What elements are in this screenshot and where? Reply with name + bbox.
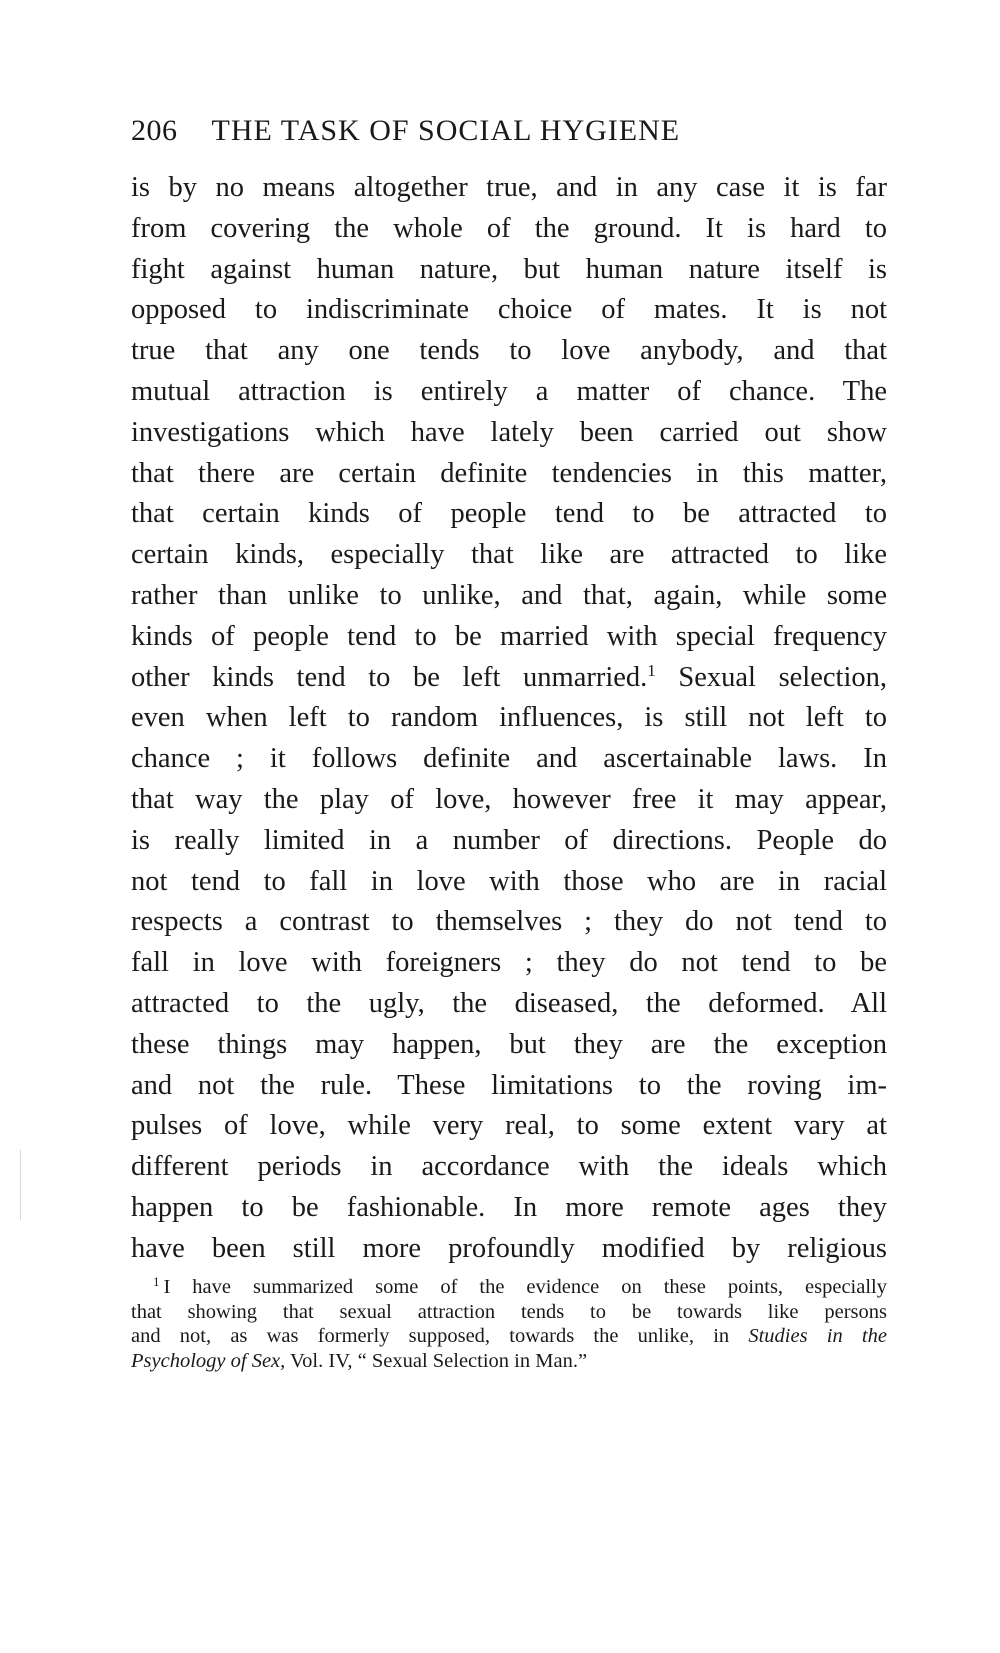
text-line: fight against human nature, but human nature itself is: [131, 253, 887, 285]
text-line: chance ; it follows definite and ascertainable laws. In: [131, 743, 887, 775]
text-line: that certain kinds of people tend to be attracted to: [131, 498, 887, 530]
text-line: that way the play of love, however free it may appear,: [131, 783, 887, 815]
book-title-italic: Studies in the: [748, 1325, 887, 1347]
text-line: have been still more profoundly modified by religious: [131, 1232, 887, 1264]
text-line: mutual attraction is entirely a matter of chance. The: [131, 375, 887, 407]
scan-edge-mark: [20, 1150, 21, 1220]
footnote-line: [131, 1349, 887, 1374]
text-line: that there are certain definite tendencies in this matter,: [131, 457, 887, 489]
text-line: kinds of people tend to be married with special frequency: [131, 620, 887, 652]
text-line: happen to be fashionable. In more remote ages they: [131, 1191, 887, 1223]
text-line: respects a contrast to themselves ; they do not tend to: [131, 906, 887, 938]
text-segment: Sexual selection,: [655, 661, 887, 693]
text-line: from covering the whole of the ground. It is hard to: [131, 212, 887, 244]
running-head: [131, 114, 891, 154]
footnote-text: and not, as was formerly supposed, towards the unlike, in: [131, 1325, 749, 1347]
footnote-number: 1: [153, 1274, 160, 1289]
text-line: rather than unlike to unlike, and that, again, while some: [131, 579, 887, 611]
text-line: not tend to fall in love with those who are in racial: [131, 865, 887, 897]
text-line: pulses of love, while very real, to some extent vary at: [131, 1110, 887, 1142]
footnote-text: Vol. IV, “ Sexual Selection in Man.”: [285, 1349, 588, 1372]
text-line-with-footnote-ref: [131, 658, 887, 699]
footnote-line: [131, 1324, 887, 1349]
book-title-italic: Psychology of Sex,: [131, 1349, 286, 1372]
footnote-line: that showing that sexual attraction tends to be towards like persons: [131, 1300, 887, 1323]
text-line: true that any one tends to love anybody, and that: [131, 335, 887, 367]
text-line: even when left to random influences, is still not left to: [131, 702, 887, 734]
footnote-text: I have summarized some of the evidence on these points, especially: [163, 1276, 887, 1298]
footnote-reference[interactable]: 1: [647, 660, 656, 680]
text-line: is really limited in a number of directions. People do: [131, 824, 887, 856]
body-text: [131, 168, 887, 1270]
text-line: different periods in accordance with the ideals which: [131, 1151, 887, 1183]
text-line: certain kinds, especially that like are attracted to like: [131, 539, 887, 571]
text-line: is by no means altogether true, and in any case it is far: [131, 172, 887, 203]
text-line: opposed to indiscriminate choice of mates. It is not: [131, 294, 887, 326]
text-line: fall in love with foreigners ; they do not tend to be: [131, 947, 887, 979]
text-line: investigations which have lately been carried out show: [131, 416, 887, 448]
footnote-line: [131, 1275, 887, 1300]
text-line: and not the rule. These limitations to the roving im-: [131, 1069, 887, 1101]
footnote: [131, 1275, 887, 1373]
text-segment: other kinds tend to be left unmarried.: [131, 661, 648, 693]
page-number: 206: [131, 114, 178, 147]
text-line: these things may happen, but they are the exception: [131, 1028, 887, 1060]
running-title: THE TASK OF SOCIAL HYGIENE: [211, 114, 681, 147]
text-line: attracted to the ugly, the diseased, the deformed. All: [131, 987, 887, 1019]
